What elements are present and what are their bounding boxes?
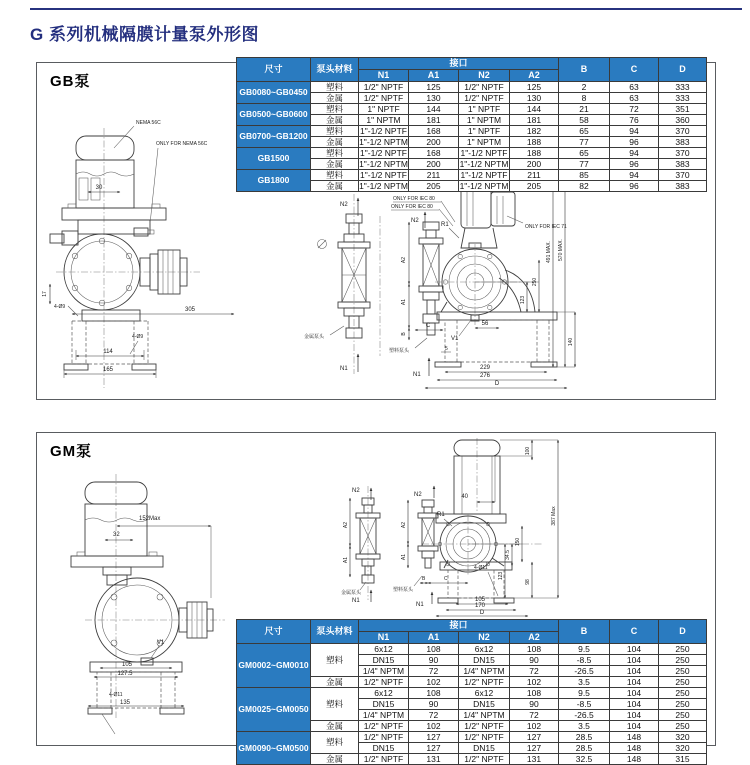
page-title: G 系列机械隔膜计量泵外形图 <box>30 25 259 44</box>
spec-value-cell: 333 <box>659 93 707 104</box>
gm-side-lines <box>408 438 558 616</box>
spec-value-cell: 1/2" NPTF <box>359 93 409 104</box>
material-cell: 塑料 <box>311 104 359 115</box>
spec-value-cell: 96 <box>610 159 659 170</box>
dim-label-98: 98 <box>525 579 531 585</box>
dim-label-135: 135 <box>119 700 131 706</box>
spec-value-cell: 383 <box>659 137 707 148</box>
col-subheader: A2 <box>510 632 559 644</box>
col-header-b: B <box>559 58 610 82</box>
dim-label-491max: 491 MAX. <box>546 241 552 263</box>
spec-value-cell: 130 <box>510 93 559 104</box>
col-header-material: 泵头材料 <box>311 620 359 644</box>
spec-value-cell: 28.5 <box>559 732 610 743</box>
col-subheader: N1 <box>359 632 409 644</box>
dim-label-165: 165 <box>102 367 114 373</box>
spec-value-cell: 104 <box>610 655 659 666</box>
spec-value-cell: 148 <box>610 754 659 765</box>
spec-value-cell: 1" NPTF <box>459 104 510 115</box>
spec-value-cell: 250 <box>659 688 707 699</box>
spec-value-cell: 125 <box>409 82 459 93</box>
spec-value-cell: 6x12 <box>359 644 409 655</box>
material-cell: 金属 <box>311 137 359 148</box>
material-cell: 金属 <box>311 93 359 104</box>
material-cell: 塑料 <box>311 732 359 754</box>
spec-value-cell: 127 <box>510 743 559 754</box>
dim-label-c: C <box>444 576 448 582</box>
col-header-d: D <box>659 58 707 82</box>
spec-value-cell: 250 <box>659 677 707 688</box>
spec-value-cell: 383 <box>659 181 707 192</box>
dim-label-123: 123 <box>520 295 526 305</box>
dim-label-d: D <box>494 381 500 387</box>
col-subheader: A1 <box>409 632 459 644</box>
port-label-n1: N1 <box>413 372 421 378</box>
only-nema-label: ONLY FOR NEMA 56C <box>156 141 208 147</box>
spec-value-cell: -26.5 <box>559 710 610 721</box>
dim-label-34-5: 34.5 <box>505 550 511 560</box>
spec-value-cell: 200 <box>409 137 459 148</box>
spec-value-cell: 58 <box>559 115 610 126</box>
gm-valve-drawing <box>340 482 392 604</box>
spec-value-cell: 148 <box>610 732 659 743</box>
spec-value-cell: 1/2" NPTF <box>359 721 409 732</box>
spec-value-cell: 8 <box>559 93 610 104</box>
spec-value-cell: 65 <box>559 148 610 159</box>
dim-label-a2: A2 <box>401 256 407 264</box>
spec-value-cell: 108 <box>510 644 559 655</box>
port-label-n1: N1 <box>340 366 348 372</box>
col-header-c: C <box>610 620 659 644</box>
spec-value-cell: 94 <box>610 170 659 181</box>
gb-valve-lines <box>318 194 381 374</box>
dim-label-387max: 387 Max <box>551 506 557 526</box>
spec-value-cell: 104 <box>610 710 659 721</box>
size-range-cell: GB0700~GB1200 <box>237 126 311 148</box>
spec-value-cell: 200 <box>510 159 559 170</box>
spec-value-cell: 1/2" NPTF <box>459 677 510 688</box>
spec-value-cell: 6x12 <box>459 688 510 699</box>
dim-label-17: 17 <box>42 291 48 297</box>
spec-value-cell: 102 <box>409 677 459 688</box>
spec-value-cell: 9.5 <box>559 644 610 655</box>
material-cell: 塑料 <box>311 688 359 721</box>
spec-value-cell: 370 <box>659 148 707 159</box>
spec-value-cell: 1"-1/2 NPTF <box>459 170 510 181</box>
col-header-port: 接口 <box>359 620 559 632</box>
spec-value-cell: 211 <box>409 170 459 181</box>
plastic-head-label: 塑料泵头 <box>393 587 414 593</box>
spec-value-cell: -8.5 <box>559 655 610 666</box>
dim-label-56: 56 <box>481 321 489 327</box>
dim-label-229: 229 <box>479 365 491 371</box>
spec-value-cell: 1/2" NPTF <box>359 82 409 93</box>
spec-value-cell: 333 <box>659 82 707 93</box>
spec-value-cell: 1/4" NPTM <box>359 666 409 677</box>
spec-value-cell: 108 <box>409 644 459 655</box>
gm-dimension-table <box>236 619 707 765</box>
spec-value-cell: 188 <box>510 148 559 159</box>
port-label-n1: N1 <box>416 602 424 608</box>
spec-value-cell: 320 <box>659 743 707 754</box>
spec-value-cell: 127 <box>510 732 559 743</box>
dim-label-140: 140 <box>568 337 574 347</box>
spec-value-cell: 1/2" NPTF <box>359 754 409 765</box>
spec-value-cell: 315 <box>659 754 707 765</box>
holes-label-1: 4-Ø9 <box>54 304 66 310</box>
ref-label-r1: R1 <box>441 222 449 228</box>
spec-value-cell: 1"-1/2 NPTM <box>359 158 408 169</box>
spec-value-cell: 370 <box>659 170 707 181</box>
spec-value-cell: 250 <box>659 699 707 710</box>
col-subheader: N1 <box>359 70 409 82</box>
dim-label-570max: 570 MAX. <box>558 239 564 261</box>
spec-value-cell: DN15 <box>459 655 510 666</box>
spec-value-cell: 360 <box>659 115 707 126</box>
spec-value-cell: 32.5 <box>559 754 610 765</box>
spec-value-cell: 3.5 <box>559 721 610 732</box>
gm-front-lines <box>71 474 225 734</box>
spec-value-cell: 188 <box>510 137 559 148</box>
spec-value-cell: 104 <box>610 666 659 677</box>
spec-value-cell: 102 <box>409 721 459 732</box>
spec-value-cell: DN15 <box>459 699 510 710</box>
spec-value-cell: 72 <box>610 104 659 115</box>
dim-label-a1: A1 <box>401 298 407 306</box>
spec-value-cell: DN15 <box>459 743 510 754</box>
spec-value-cell: 1" NPTF <box>359 104 409 115</box>
spec-value-cell: 108 <box>510 688 559 699</box>
holes-label: 4-Ø11 <box>474 565 488 571</box>
port-label-n1: N1 <box>352 598 360 604</box>
spec-value-cell: 72 <box>409 710 459 721</box>
spec-value-cell: 127 <box>409 732 459 743</box>
spec-value-cell: 102 <box>510 721 559 732</box>
table-row <box>237 644 707 655</box>
dim-label-105: 105 <box>121 662 133 668</box>
dim-label-250: 250 <box>532 277 538 287</box>
spec-value-cell: 94 <box>610 126 659 137</box>
size-range-cell: GB1800 <box>237 170 311 192</box>
spec-value-cell: 1/2" NPTF <box>459 732 510 743</box>
spec-value-cell: 144 <box>510 104 559 115</box>
spec-value-cell: 72 <box>510 710 559 721</box>
spec-value-cell: 90 <box>510 699 559 710</box>
spec-value-cell: 127 <box>409 743 459 754</box>
spec-value-cell: 250 <box>659 710 707 721</box>
dim-label-114: 114 <box>103 349 113 355</box>
dim-label-30: 30 <box>95 185 103 191</box>
spec-value-cell: 148 <box>610 743 659 754</box>
dim-label-b: B <box>422 576 426 582</box>
col-subheader: A1 <box>409 70 459 82</box>
gb-valve-drawing <box>292 186 397 381</box>
size-range-cell: GM0090~GM0500 <box>237 732 311 765</box>
spec-value-cell: 6x12 <box>459 644 510 655</box>
spec-value-cell: 168 <box>409 148 459 159</box>
dim-label-150: 150 <box>515 537 521 547</box>
dim-label-127-5: 127.5 <box>117 671 133 677</box>
spec-value-cell: 181 <box>409 115 459 126</box>
spec-value-cell: 1"-1/2 NPTF <box>360 147 407 158</box>
spec-value-cell: -26.5 <box>559 666 610 677</box>
port-label-n2: N2 <box>340 202 348 208</box>
spec-value-cell: 104 <box>610 677 659 688</box>
col-header-material: 泵头材料 <box>311 58 359 82</box>
spec-value-cell: 182 <box>510 126 559 137</box>
metal-head-label: 金属泵头 <box>341 590 362 596</box>
spec-value-cell: 90 <box>409 699 459 710</box>
gm-front-drawing <box>55 468 255 748</box>
only-iec80-label-1: ONLY FOR IEC 80 <box>393 196 435 202</box>
plastic-head-label: 塑料泵头 <box>389 348 410 354</box>
spec-value-cell: 63 <box>610 93 659 104</box>
table-row <box>237 688 707 699</box>
title-rule <box>30 8 742 10</box>
spec-value-cell: 1/4" NPTM <box>459 666 510 677</box>
dim-label-a2: A2 <box>343 521 349 529</box>
spec-value-cell: 1/4" NPTM <box>459 710 510 721</box>
gm-section-title: GM泵 <box>50 443 93 460</box>
spec-value-cell: 96 <box>610 137 659 148</box>
spec-value-cell: 130 <box>409 93 459 104</box>
spec-value-cell: 94 <box>610 148 659 159</box>
material-cell: 塑料 <box>311 644 359 677</box>
dim-label-105: 105 <box>474 597 486 603</box>
spec-value-cell: 90 <box>409 655 459 666</box>
dim-label-a1: A1 <box>401 553 407 561</box>
col-header-d: D <box>659 620 707 644</box>
spec-value-cell: 1"-1/2 NPTM <box>359 136 408 147</box>
spec-value-cell: 131 <box>409 754 459 765</box>
spec-value-cell: 1"-1/2 NPTM <box>359 180 408 191</box>
spec-value-cell: 108 <box>409 688 459 699</box>
spec-value-cell: 181 <box>510 115 559 126</box>
dim-label-170: 170 <box>474 603 486 609</box>
ref-label-v1: V1 <box>157 640 165 646</box>
material-cell: 金属 <box>311 159 359 170</box>
gb-side-drawing <box>385 160 717 402</box>
dim-label-40: 40 <box>461 494 468 500</box>
dim-label-b: B <box>401 332 407 336</box>
size-range-cell: GM0025~GM0050 <box>237 688 311 732</box>
spec-value-cell: 351 <box>659 104 707 115</box>
spec-value-cell: 76 <box>610 115 659 126</box>
gb-section-title: GB泵 <box>50 73 91 90</box>
spec-value-cell: 82 <box>559 181 610 192</box>
material-cell: 塑料 <box>311 170 359 181</box>
holes-label-2: 4-Ø9 <box>132 334 144 340</box>
spec-value-cell: 21 <box>559 104 610 115</box>
table-row <box>237 104 707 115</box>
spec-value-cell: 65 <box>559 126 610 137</box>
spec-value-cell: 320 <box>659 732 707 743</box>
port-label-n2: N2 <box>352 488 360 494</box>
spec-value-cell: 85 <box>559 170 610 181</box>
dim-label-5: 5 <box>445 346 448 352</box>
material-cell: 塑料 <box>311 148 359 159</box>
gb-front-lines <box>50 126 234 388</box>
spec-value-cell: 104 <box>610 721 659 732</box>
col-subheader: N2 <box>459 632 510 644</box>
only-iec80-label-2: ONLY FOR IEC 80 <box>391 204 433 210</box>
table-row <box>237 82 707 93</box>
spec-value-cell: 205 <box>409 181 459 192</box>
size-range-cell: GB0500~GB0600 <box>237 104 311 126</box>
spec-value-cell: 1"-1/2 NPTF <box>360 125 407 136</box>
gb-dimension-table <box>236 57 707 192</box>
spec-value-cell: 77 <box>559 159 610 170</box>
spec-value-cell: DN15 <box>359 655 409 666</box>
spec-value-cell: 90 <box>510 655 559 666</box>
nema-label: NEMA 56C <box>136 120 161 126</box>
spec-value-cell: 1/2" NPTF <box>459 82 510 93</box>
spec-value-cell: 72 <box>409 666 459 677</box>
spec-value-cell: 383 <box>659 159 707 170</box>
spec-value-cell: 104 <box>610 699 659 710</box>
spec-value-cell: DN15 <box>359 699 409 710</box>
size-range-cell: GB1500 <box>237 148 311 170</box>
holes-label: 4-Ø11 <box>109 692 123 698</box>
ref-label-v1: V1 <box>451 336 459 342</box>
dim-label-123: 123 <box>498 571 504 581</box>
spec-value-cell: 1/2" NPTF <box>459 93 510 104</box>
size-range-cell: GM0002~GM0010 <box>237 644 311 688</box>
spec-value-cell: DN15 <box>359 743 409 754</box>
spec-value-cell: 1"-1/2 NPTF <box>360 169 407 180</box>
spec-value-cell: 9.5 <box>559 688 610 699</box>
only-iec71-label: ONLY FOR IEC 71 <box>525 224 567 230</box>
metal-head-label: 金属泵头 <box>304 334 325 340</box>
col-subheader: A2 <box>510 70 559 82</box>
size-range-cell: GB0080~GB0450 <box>237 82 311 104</box>
dim-label-c: C <box>425 323 431 329</box>
ref-label-r1: R1 <box>437 512 445 518</box>
spec-value-cell: 125 <box>510 82 559 93</box>
dim-label-305: 305 <box>184 307 196 313</box>
col-header-b: B <box>559 620 610 644</box>
spec-value-cell: -8.5 <box>559 699 610 710</box>
spec-value-cell: 1/2" NPTF <box>359 732 409 743</box>
material-cell: 塑料 <box>311 82 359 93</box>
col-header-port: 接口 <box>359 58 559 70</box>
material-cell: 金属 <box>311 115 359 126</box>
port-label-n2: N2 <box>411 218 419 224</box>
spec-value-cell: 1/2" NPTF <box>459 754 510 765</box>
table-row <box>237 126 707 137</box>
spec-value-cell: 2 <box>559 82 610 93</box>
spec-value-cell: 1" NPTM <box>459 115 510 126</box>
spec-value-cell: 1" NPTM <box>359 115 409 126</box>
port-label-n2: N2 <box>414 492 422 498</box>
spec-value-cell: 104 <box>610 644 659 655</box>
spec-value-cell: 1/2" NPTF <box>359 677 409 688</box>
col-header-size: 尺寸 <box>237 620 311 644</box>
material-cell: 金属 <box>311 754 359 765</box>
spec-value-cell: 200 <box>409 159 459 170</box>
table-row <box>237 170 707 181</box>
spec-value-cell: 1"-1/2 NPTM <box>459 180 509 191</box>
spec-value-cell: 1"-1/2 NPTM <box>459 158 509 169</box>
spec-value-cell: 168 <box>409 126 459 137</box>
col-header-size: 尺寸 <box>237 58 311 82</box>
spec-value-cell: 104 <box>610 688 659 699</box>
spec-value-cell: 63 <box>610 82 659 93</box>
spec-value-cell: 96 <box>610 181 659 192</box>
gm-valve-lines <box>350 486 380 602</box>
spec-value-cell: 1/4" NPTM <box>359 710 409 721</box>
spec-value-cell: 6x12 <box>359 688 409 699</box>
spec-value-cell: 1" NPTF <box>459 126 510 137</box>
spec-value-cell: 3.5 <box>559 677 610 688</box>
spec-value-cell: 370 <box>659 126 707 137</box>
spec-value-cell: 131 <box>510 754 559 765</box>
col-subheader: N2 <box>459 70 510 82</box>
gb-front-drawing <box>38 88 243 403</box>
spec-value-cell: 102 <box>510 677 559 688</box>
spec-value-cell: 205 <box>510 181 559 192</box>
dim-label-d: D <box>479 610 485 616</box>
spec-value-cell: 250 <box>659 721 707 732</box>
gm-side-drawing <box>392 436 588 618</box>
col-header-c: C <box>610 58 659 82</box>
spec-value-cell: 72 <box>510 666 559 677</box>
spec-value-cell: 250 <box>659 666 707 677</box>
spec-value-cell: 1/2" NPTF <box>459 721 510 732</box>
spec-value-cell: 250 <box>659 644 707 655</box>
dim-label-152max: 152Max <box>139 516 161 522</box>
dim-label-100: 100 <box>525 446 531 456</box>
spec-value-cell: 144 <box>409 104 459 115</box>
table-row <box>237 732 707 743</box>
spec-value-cell: 1"-1/2 NPTF <box>459 148 510 159</box>
material-cell: 塑料 <box>311 126 359 137</box>
material-cell: 金属 <box>311 181 359 192</box>
spec-value-cell: 77 <box>559 137 610 148</box>
dim-label-a2: A2 <box>401 521 407 529</box>
dim-label-a1: A1 <box>343 556 349 564</box>
material-cell: 金属 <box>311 721 359 732</box>
dim-label-276: 276 <box>479 373 491 379</box>
dim-label-32: 32 <box>113 532 120 538</box>
table-row <box>237 148 707 159</box>
spec-value-cell: 250 <box>659 655 707 666</box>
spec-value-cell: 28.5 <box>559 743 610 754</box>
spec-value-cell: 1" NPTM <box>459 137 510 148</box>
spec-value-cell: 211 <box>510 170 559 181</box>
material-cell: 金属 <box>311 677 359 688</box>
